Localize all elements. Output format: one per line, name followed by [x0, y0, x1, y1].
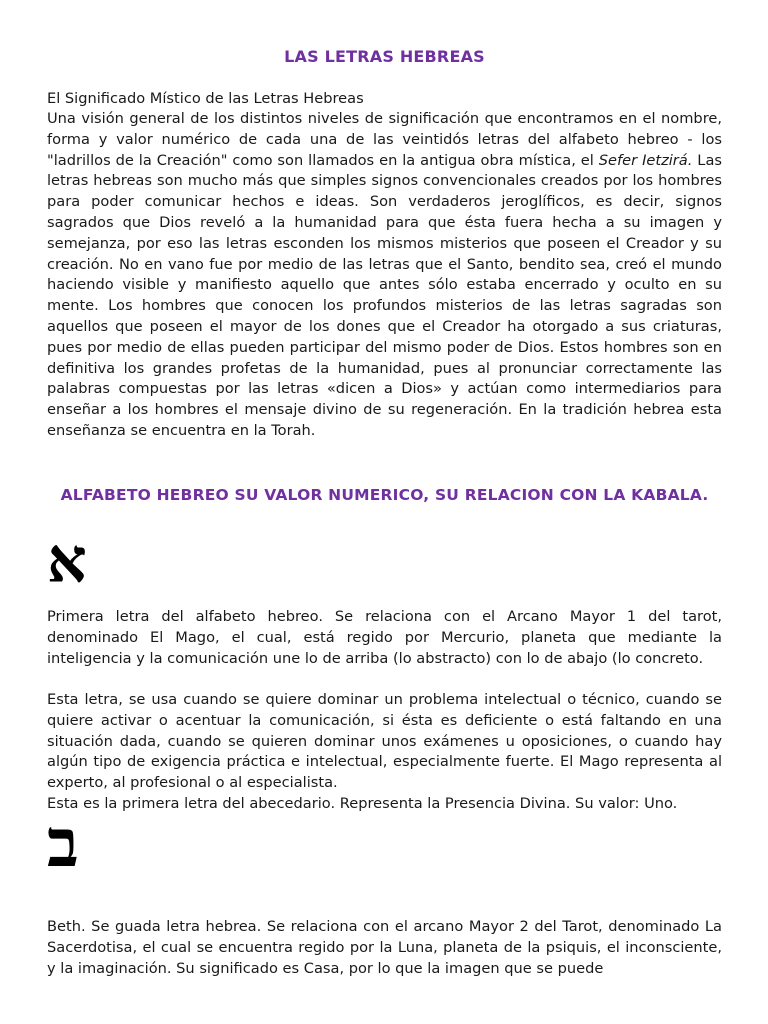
intro-heading: El Significado Místico de las Letras Hebreas	[47, 90, 364, 107]
intro-text-2: Las letras hebreas son mucho más que simples signos convencionales creados por los hombres para poder comunicar hechos e ideas. Son verdaderos jeroglíficos, es decir, signos sagrados que Dios reveló a la humanidad para que ésta fuera hecha a su imagen y semejanza, por eso las letras esconden los mismos misterios que poseen el Creador y su creación. No en vano fue por medio de las letras que el Santo, bendito sea, creó el mundo haciendo visible y manifiesto aquello que antes sólo estaba encerrado y oculto en su mente. Los hombres que conocen los profundos misterios de las letras sagradas son aquellos que poseen el mayor de los dones que el Creador ha otorgado a sus criaturas, pues por medio de ellas pueden participar del mismo poder de Dios. Estos hombres son en definitiva los grandes profetas de la humanidad, pues al pronunciar correctamente las palabras compuestas por las letras «dicen a Dios» y actúan como intermediarios para enseñar a los hombres el mensaje divino de su regeneración. En la tradición hebrea esta enseñanza se encuentra en la Torah.	[47, 151, 722, 439]
beth-letter-glyph: ב	[47, 804, 79, 882]
section-title: ALFABETO HEBREO SU VALOR NUMERICO, SU RELACION CON LA KABALA.	[60, 486, 709, 504]
aleph-paragraph-2: Esta letra, se usa cuando se quiere dominar un problema intelectual o técnico, cuando se quiere activar o acentuar la comunicación, si ésta es deficiente o está faltando en una situación dada, cuando se quieren dominar unos exámenes u oposiciones, o cuando hay algún tipo de exigencia práctica e intelectual, especialmente fuerte. El Mago representa al experto, al profesional o al especialista.	[47, 691, 722, 792]
aleph-paragraph-1: Primera letra del alfabeto hebreo. Se relaciona con el Arcano Mayor 1 del tarot, denominado El Mago, el cual, está regido por Mercurio, planeta que mediante la inteligencia y la comunicación une lo de arriba (lo abstracto) con lo de abajo (lo concreto.	[47, 608, 722, 667]
page-title: LAS LETRAS HEBREAS	[284, 47, 485, 66]
intro-italic-title: Sefer Ietzirá.	[598, 151, 693, 169]
aleph-letter-glyph: א	[47, 524, 87, 597]
intro-paragraph	[47, 109, 722, 442]
beth-paragraph-1: Beth. Se guada letra hebrea. Se relaciona con el arcano Mayor 2 del Tarot, denominado La Sacerdotisa, el cual se encuentra regido por la Luna, planeta de la psiquis, el inconsciente, y la imaginación. Su significado es Casa, por lo que la imagen que se puede	[47, 918, 722, 977]
intro-text-1: Una visión general de los distintos niveles de significación que encontramos en el nombre, forma y valor numérico de cada una de las veintidós letras del alfabeto hebreo - los "ladrillos de la Creación" como son llamados en la antigua obra mística, el	[47, 110, 722, 169]
aleph-paragraph-3: Esta es la primera letra del abecedario. Representa la Presencia Divina. Su valor: Uno.	[47, 795, 678, 812]
